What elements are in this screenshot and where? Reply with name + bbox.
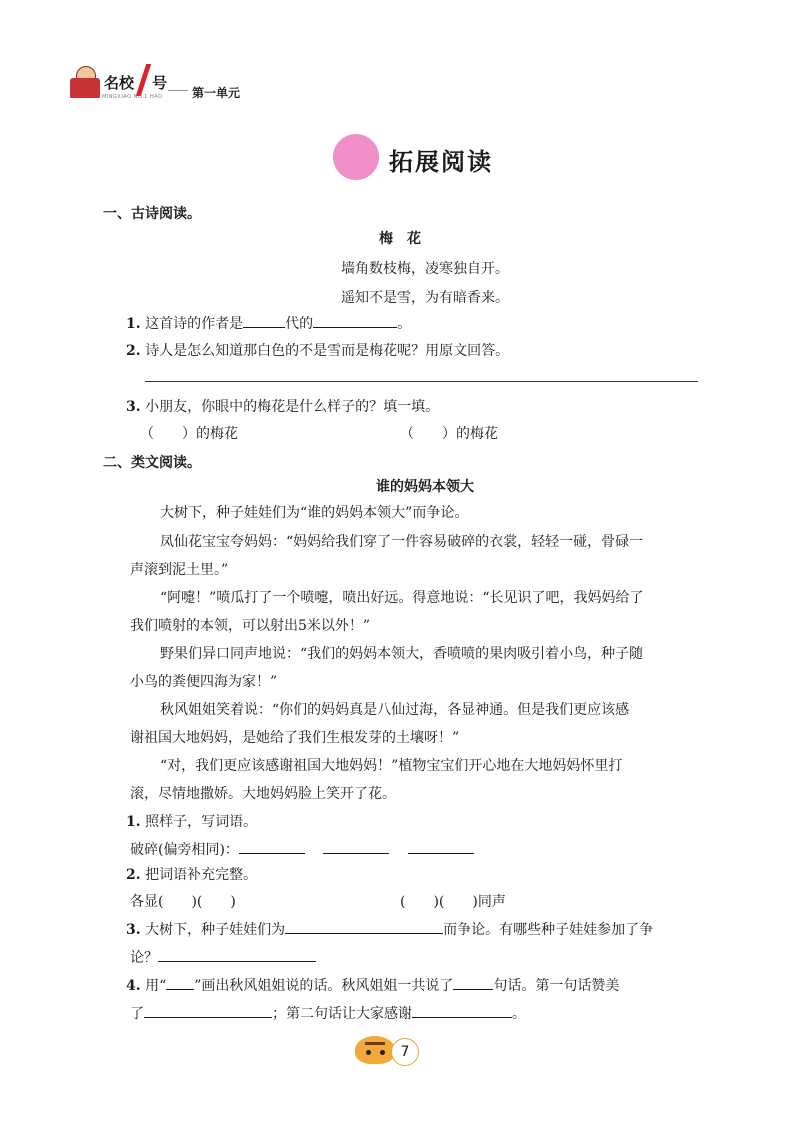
s1-q2	[126, 340, 509, 360]
poem-line-1: 墙角数枝梅，凌寒独自开。	[341, 261, 509, 277]
s2-q4-text-a: 用“	[145, 978, 167, 994]
s2-q1-text: 照样子，写词语。	[145, 814, 258, 830]
poem-title: 梅 花	[379, 231, 421, 247]
logo-subtitle: MINGXIAO NO.1 HAO	[102, 94, 163, 100]
s2-q3-text-b: 而争论。有哪些种子娃娃参加了争	[443, 922, 654, 938]
story-title: 谁的妈妈本领大	[376, 479, 474, 495]
s1-q3-fill-left[interactable]: （ ）的梅花	[140, 426, 238, 442]
logo-slash-icon	[136, 64, 151, 96]
story-paragraph-6-line-1: “对，我们更应该感谢祖国大地妈妈！”植物宝宝们开心地在大地妈妈怀里打	[160, 758, 623, 774]
tiger-eye-icon	[380, 1050, 385, 1055]
story-paragraph-3-line-2: 我们喷射的本领，可以射出5米以外！”	[130, 618, 371, 634]
s2-q1	[126, 811, 257, 831]
s2-q4-blank-thanks[interactable]	[412, 1003, 512, 1018]
s2-q1-blank-2[interactable]	[323, 839, 389, 854]
s2-q2-number: 2.	[126, 867, 141, 883]
logo-book-icon	[70, 78, 100, 98]
s2-q4-text-d: 了	[130, 1006, 144, 1022]
story-paragraph-1: 大树下，种子娃娃们为“谁的妈妈本领大”而争论。	[160, 505, 469, 521]
s2-q4-text-f: 。	[512, 1006, 526, 1022]
story-paragraph-6-line-2: 滚，尽情地撒娇。大地妈妈脸上笑开了花。	[130, 786, 396, 802]
s2-q1-number: 1.	[126, 814, 141, 830]
tiger-eye-icon	[366, 1050, 371, 1055]
tiger-mascot-icon	[355, 1036, 395, 1064]
poem-line-2: 遥知不是雪，为有暗香来。	[341, 290, 509, 306]
s1-q1-blank-dynasty[interactable]	[243, 313, 285, 328]
s2-q3-blank-reason[interactable]	[285, 919, 443, 934]
s1-q1	[126, 313, 411, 333]
s1-q3	[126, 396, 439, 416]
story-paragraph-4-line-2: 小鸟的粪便四海为家！”	[130, 674, 278, 690]
s2-q4-number: 4.	[126, 978, 141, 994]
s2-q3-text-c: 论？	[130, 950, 158, 966]
s2-q3-text-a: 大树下，种子娃娃们为	[145, 922, 286, 938]
s2-q4-blank-praise[interactable]	[144, 1003, 272, 1018]
s2-q3-line-2	[130, 947, 316, 967]
s2-q2-fill-left[interactable]: 各显( )( )	[130, 894, 236, 910]
s2-q4-text-c: 句话。第一句话赞美	[493, 978, 620, 994]
page-title: 拓展阅读	[389, 147, 493, 176]
story-paragraph-2-line-2: 声滚到泥土里。”	[130, 562, 229, 578]
s2-q2	[126, 864, 257, 884]
s2-q1-blank-3[interactable]	[408, 839, 474, 854]
story-paragraph-4-line-1: 野果们异口同声地说：“我们的妈妈本领大，香喷喷的果肉吸引着小鸟，种子随	[160, 646, 644, 662]
s2-q3-number: 3.	[126, 922, 141, 938]
s2-q3-line-1	[126, 919, 653, 939]
s1-q3-text: 小朋友，你眼中的梅花是什么样子的？填一填。	[145, 399, 440, 415]
s1-q1-text-b: 代的	[285, 316, 314, 332]
tiger-stripe-icon	[365, 1042, 385, 1045]
s2-q4-line-2	[130, 1003, 526, 1023]
s2-q1-example-row	[130, 839, 474, 859]
s1-q3-fill-right[interactable]: （ ）的梅花	[400, 426, 498, 442]
s2-q2-fill-right[interactable]: ( )( )同声	[400, 894, 506, 910]
s2-q2-text: 把词语补充完整。	[145, 867, 258, 883]
unit-label: 第一单元	[192, 86, 241, 100]
story-paragraph-3-line-1: “阿嚏！”喷瓜打了一个喷嚏，喷出好远。得意地说：“长见识了吧，我妈妈给了	[160, 590, 644, 606]
s1-q3-number: 3.	[126, 399, 141, 415]
s1-q2-number: 2.	[126, 343, 141, 359]
s1-q1-number: 1.	[126, 316, 141, 332]
section2-heading: 二、类文阅读。	[103, 455, 201, 471]
s2-q4-line-1	[126, 975, 619, 995]
story-paragraph-5-line-2: 谢祖国大地妈妈，是她给了我们生根发芽的土壤呀！”	[130, 730, 460, 746]
logo-text: 名校	[104, 74, 135, 92]
s1-q2-answer-line[interactable]	[145, 381, 698, 382]
s1-q1-text-c: 。	[397, 316, 412, 332]
s2-q4-text-e: ；第二句话让大家感谢	[272, 1006, 412, 1022]
page-number: 7	[391, 1038, 419, 1066]
s2-q4-underline-sample	[166, 975, 194, 990]
s2-q1-example: 破碎(偏旁相同)：	[130, 842, 239, 858]
s1-q1-blank-author[interactable]	[313, 313, 397, 328]
s1-q2-text: 诗人是怎么知道那白色的不是雪而是梅花呢？用原文回答。	[145, 343, 510, 359]
s2-q1-blank-1[interactable]	[239, 839, 305, 854]
logo-arrow-icon	[168, 90, 188, 91]
s2-q4-text-b: ”画出秋风姐姐说的话。秋风姐姐一共说了	[194, 978, 454, 994]
story-paragraph-5-line-1: 秋风姐姐笑着说：“你们的妈妈真是八仙过海，各显神通。但是我们更应该感	[160, 702, 630, 718]
s2-q3-blank-seeds[interactable]	[158, 947, 316, 962]
section1-heading: 一、古诗阅读。	[103, 206, 201, 222]
s1-q1-text-a: 这首诗的作者是	[145, 316, 244, 332]
logo-hao: 号	[152, 74, 168, 92]
title-circle-icon	[333, 134, 379, 180]
s2-q4-blank-count[interactable]	[453, 975, 493, 990]
story-paragraph-2-line-1: 凤仙花宝宝夸妈妈：“妈妈给我们穿了一件容易破碎的衣裳，轻轻一碰，骨碌一	[160, 534, 644, 550]
